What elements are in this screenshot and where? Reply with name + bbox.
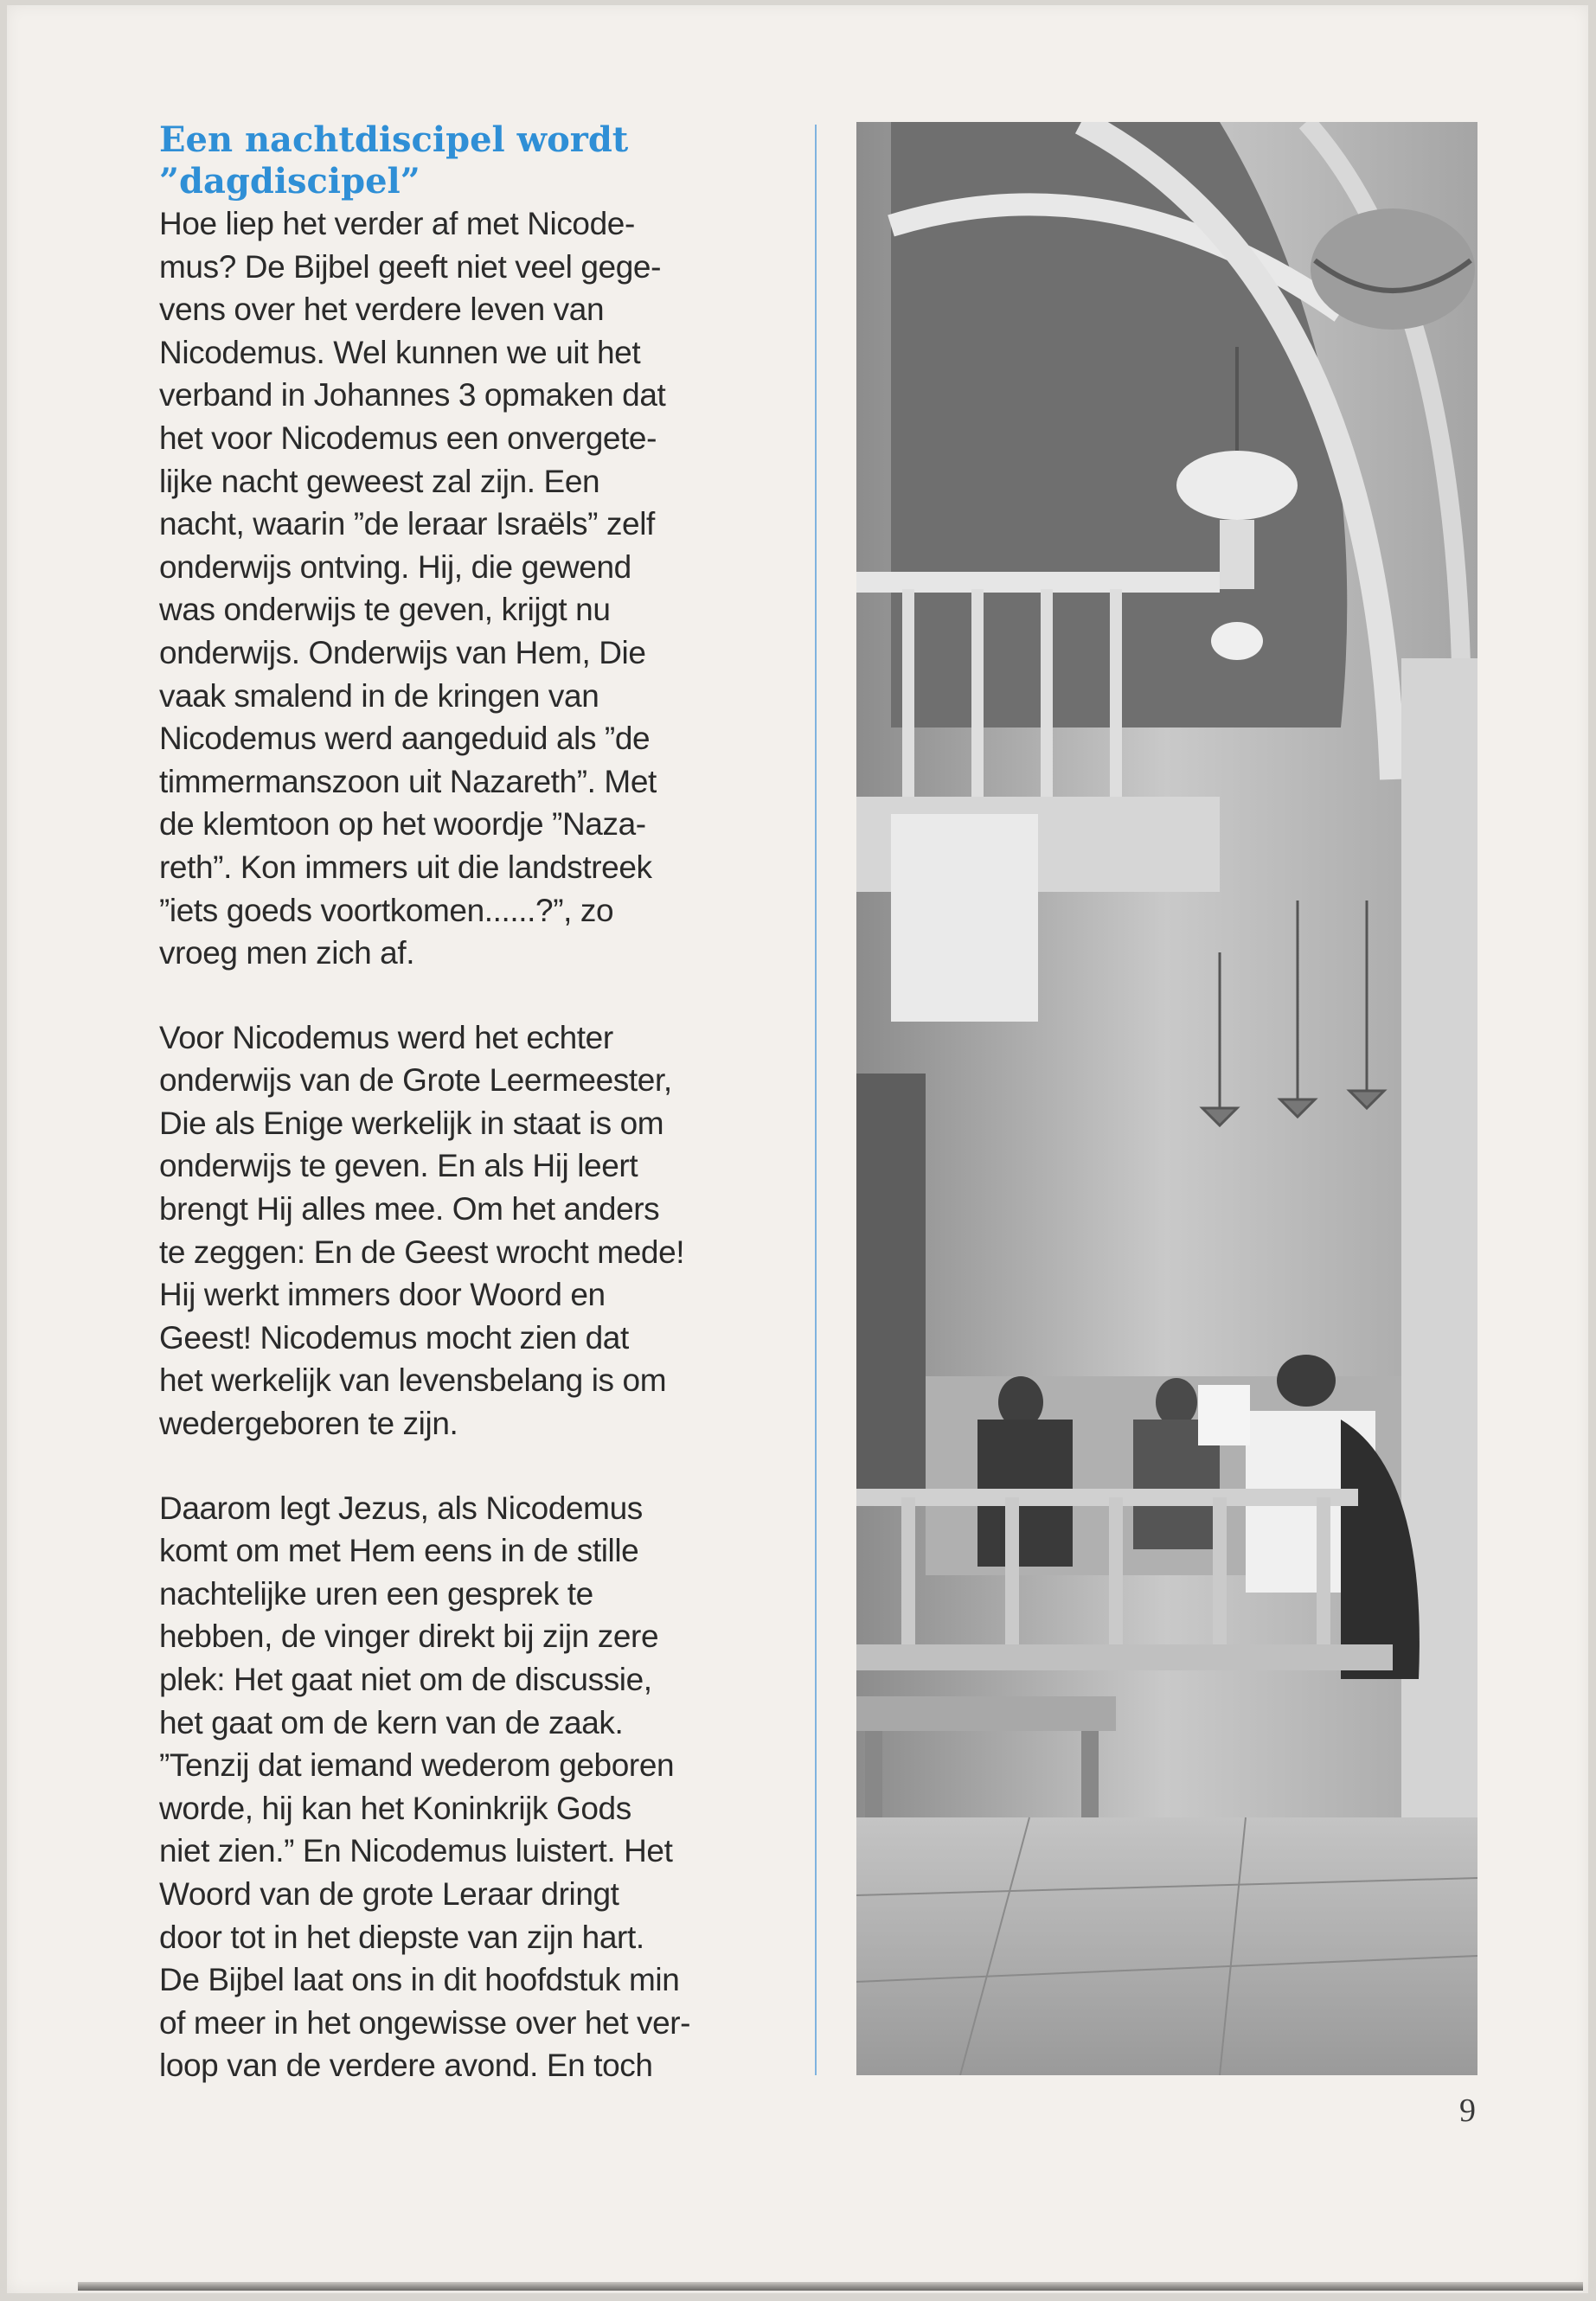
- synagogue-photo-illustration: [856, 122, 1477, 2075]
- text-line: Nicodemus werd aangeduid als ”de: [159, 721, 651, 757]
- text-line: plek: Het gaat niet om de discussie,: [159, 1662, 652, 1697]
- text-line: de klemtoon op het woordje ”Naza-: [159, 806, 646, 843]
- text-line: vaak smalend in de kringen van: [159, 677, 599, 714]
- heading-line-2: ”dagdiscipel”: [159, 161, 420, 202]
- body-paragraphs: [159, 202, 799, 2087]
- text-line: Hoe liep het verder af met Nicode-: [159, 206, 635, 241]
- body-paragraph: [159, 1016, 799, 1445]
- text-line: wedergeboren te zijn.: [159, 1406, 458, 1442]
- text-line: door tot in het diepste van zijn hart.: [159, 1919, 644, 1955]
- text-line: Hij werkt immers door Woord en: [159, 1277, 606, 1313]
- text-line: of meer in het ongewisse over het ver-: [159, 2004, 691, 2041]
- text-line: loop van de verdere avond. En toch: [159, 2048, 653, 2084]
- text-line: Nicodemus. Wel kunnen we uit het: [159, 334, 641, 370]
- text-line: het gaat om de kern van de zaak.: [159, 1704, 624, 1740]
- text-line: ”iets goeds voortkomen......?”, zo: [159, 892, 614, 928]
- text-line: worde, hij kan het Koninkrijk Gods: [159, 1790, 631, 1826]
- column-divider: [815, 125, 817, 2075]
- text-line: het werkelijk van levensbelang is om: [159, 1362, 667, 1399]
- text-line: onderwijs ontving. Hij, die gewend: [159, 548, 631, 585]
- text-line: onderwijs. Onderwijs van Hem, Die: [159, 634, 646, 670]
- page-bottom-edge: [78, 2282, 1583, 2291]
- text-line: onderwijs te geven. En als Hij leert: [159, 1148, 638, 1184]
- body-paragraph: [159, 202, 799, 975]
- text-line: Woord van de grote Leraar dringt: [159, 1875, 619, 1912]
- text-line: ”Tenzij dat iemand wederom geboren: [159, 1747, 675, 1784]
- text-line: vroeg men zich af.: [159, 935, 415, 971]
- text-line: mus? De Bijbel geeft niet veel gege-: [159, 248, 662, 285]
- page-number: 9: [1459, 2093, 1476, 2129]
- body-paragraph: [159, 1487, 799, 2087]
- text-line: nacht, waarin ”de leraar Israëls” zelf: [159, 506, 655, 542]
- book-page: [7, 5, 1588, 2293]
- text-line: Voor Nicodemus werd het echter: [159, 1019, 613, 1055]
- text-line: het voor Nicodemus een onvergete-: [159, 420, 657, 456]
- synagogue-photo: [856, 122, 1477, 2075]
- text-line: niet zien.” En Nicodemus luistert. Het: [159, 1833, 673, 1869]
- text-column: [159, 119, 799, 2129]
- text-line: vens over het verdere leven van: [159, 292, 605, 328]
- text-line: onderwijs van de Grote Leermeester,: [159, 1062, 672, 1099]
- text-line: brengt Hij alles mee. Om het anders: [159, 1191, 660, 1227]
- text-line: reth”. Kon immers uit die landstreek: [159, 849, 652, 885]
- text-line: De Bijbel laat ons in dit hoofdstuk min: [159, 1962, 680, 1998]
- text-line: lijke nacht geweest zal zijn. Een: [159, 463, 600, 499]
- section-heading: [159, 119, 799, 202]
- text-line: verband in Johannes 3 opmaken dat: [159, 377, 666, 413]
- text-line: te zeggen: En de Geest wrocht mede!: [159, 1234, 685, 1270]
- text-line: was onderwijs te geven, krijgt nu: [159, 592, 611, 628]
- text-line: Geest! Nicodemus mocht zien dat: [159, 1319, 629, 1356]
- text-line: hebben, de vinger direkt bij zijn zere: [159, 1618, 659, 1655]
- text-line: timmermanszoon uit Nazareth”. Met: [159, 763, 657, 799]
- heading-line-1: Een nachtdiscipel wordt: [159, 119, 629, 160]
- text-line: nachtelijke uren een gesprek te: [159, 1575, 593, 1612]
- text-line: komt om met Hem eens in de stille: [159, 1533, 639, 1569]
- text-line: Die als Enige werkelijk in staat is om: [159, 1105, 664, 1141]
- text-line: Daarom legt Jezus, als Nicodemus: [159, 1490, 643, 1526]
